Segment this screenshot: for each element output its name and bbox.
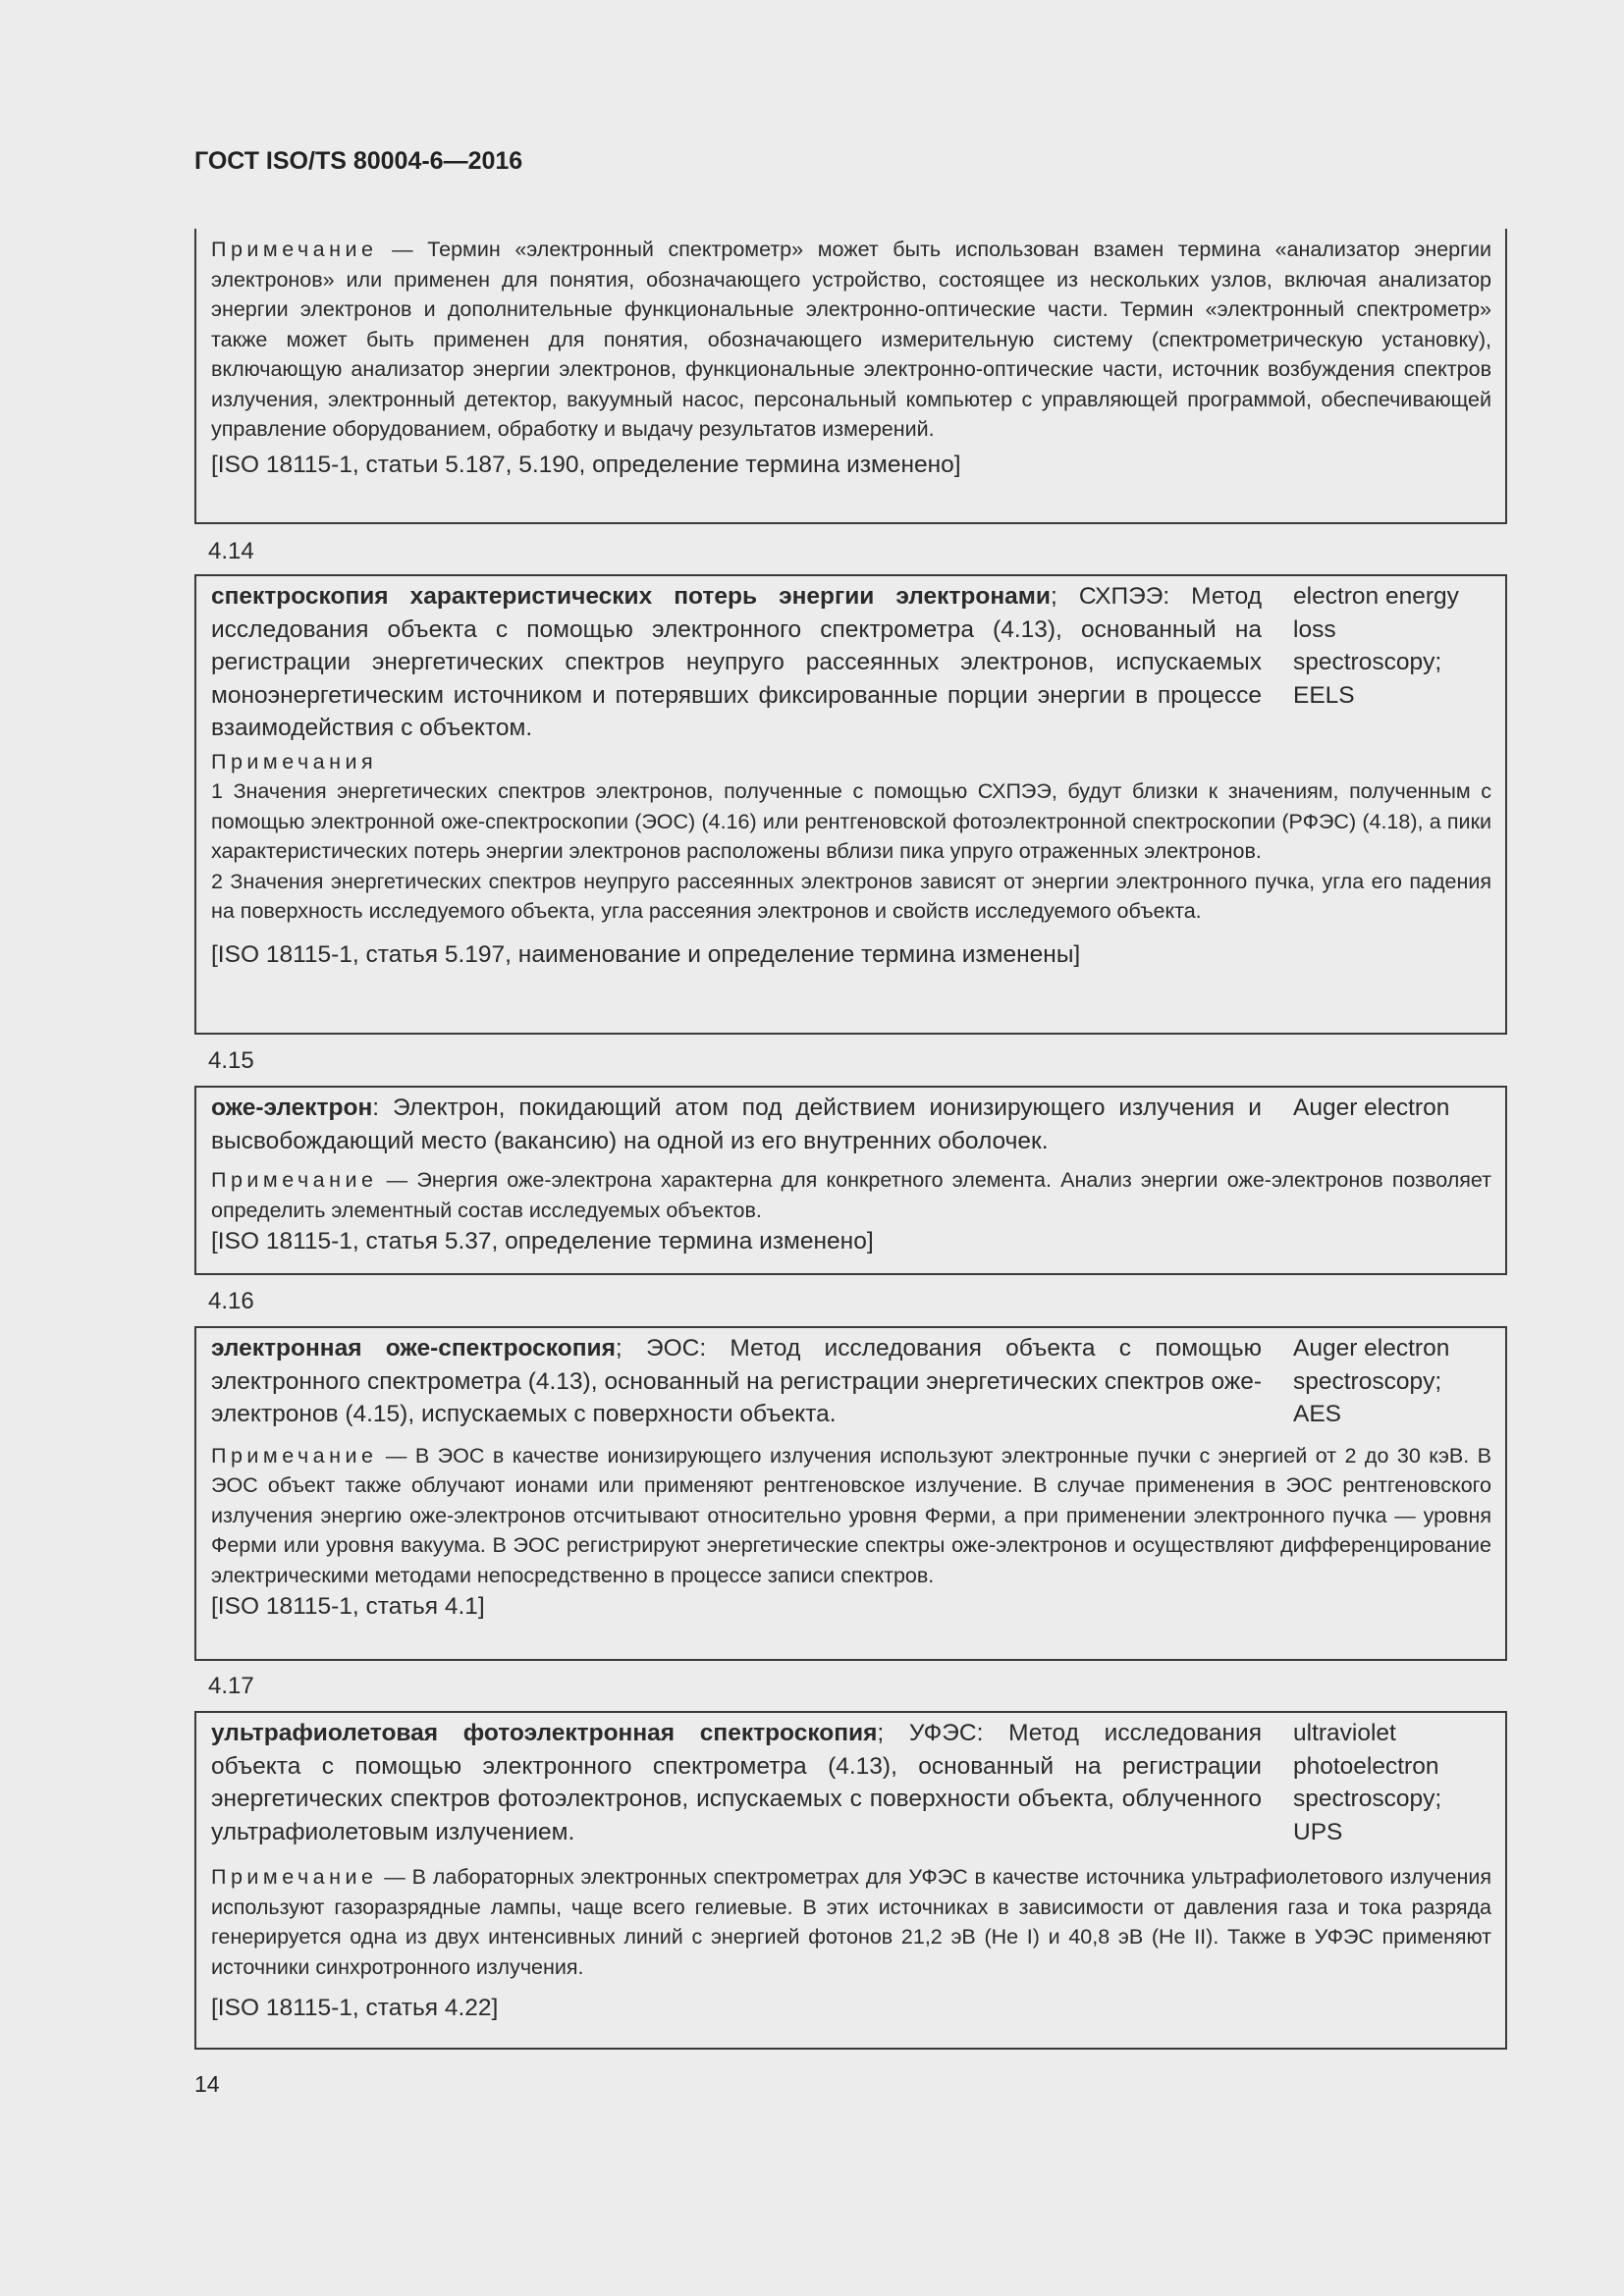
source-reference: [ISO 18115-1, статьи 5.187, 5.190, определение термина изменено] xyxy=(211,451,961,478)
note-lead: Примечание xyxy=(211,1443,378,1468)
term-name: оже-электрон xyxy=(211,1095,373,1121)
note-item: 2 Значения энергетических спектров неупруго рассеянных электронов зависят от энергии электронного пучка, угла его падения на поверхность исследуемого объекта, угла рассеяния электронов и свойств исследуемого объекта. xyxy=(211,869,1491,923)
continued-note-box xyxy=(194,229,1507,524)
source-reference: [ISO 18115-1, статья 4.22] xyxy=(211,1995,499,2021)
note-lead: Примечание xyxy=(211,1865,378,1889)
notes-heading: Примечания xyxy=(211,749,378,774)
english-equivalent: Auger electron spectroscopy; AES xyxy=(1293,1335,1450,1427)
term-entry-box xyxy=(194,1326,1507,1661)
term-definition xyxy=(211,580,1262,745)
entry-note xyxy=(211,1441,1491,1591)
source-reference: [ISO 18115-1, статья 5.37, определение термина изменено] xyxy=(211,1228,874,1255)
note-text: — В лабораторных электронных спектрометрах для УФЭС в качестве источника ультрафиолетового излучения используют газоразрядные лампы, чаще всего гелиевые. В этих источниках в зависимости от давления газа и тока разряда генерируется одна из двух интенсивных линий с энергией фотонов 21,2 эВ (He I) и 40,8 эВ (He II). Также в УФЭС применяют источники синхротронного излучения. xyxy=(211,1865,1491,1979)
continued-note xyxy=(211,235,1491,445)
definition-text: ; УФЭС: Метод исследования объекта с помощью электронного спектрометра (4.13), основанный на регистрации энергетических спектров фотоэлектронов, испускаемых с поверхности объекта, облученного ультрафиолетовым излучением. xyxy=(211,1720,1262,1845)
entry-number: 4.17 xyxy=(208,1673,254,1699)
note-text: — Термин «электронный спектрометр» может быть использован взамен термина «анализатор энергии электронов» или применен для понятия, обозначающего устройство, состоящее из нескольких узлов, включая анализатор энергии электронов и дополнительные функциональные электронно-оптические части. Термин «электронный спектрометр» также может быть применен для понятия, обозначающего измерительную систему (спектрометрическую установку), включающую анализатор энергии электронов, функциональные электронно-оптические части, источник возбуждения спектров излучения, электронный детектор, вакуумный насос, персональный компьютер с управляющей программой, обеспечивающей управление оборудованием, обработку и выдачу результатов измерений. xyxy=(211,238,1491,441)
term-entry-box xyxy=(194,1086,1507,1275)
term-definition xyxy=(211,1092,1262,1157)
english-equivalent: Auger electron xyxy=(1293,1095,1450,1121)
term-name: электронная оже-спектроскопия xyxy=(211,1335,616,1362)
definition-text: ; ЭОС: Метод исследования объекта с помощью электронного спектрометра (4.13), основанный на регистрации энергетических спектров оже-электронов (4.15), испускаемых с поверхности объекта. xyxy=(211,1335,1262,1427)
document-header: ГОСТ ISO/TS 80004-6—2016 xyxy=(194,147,523,175)
definition-text: : Электрон, покидающий атом под действием ионизирующего излучения и высвобождающий место (вакансию) на одной из его внутренних оболочек. xyxy=(211,1095,1262,1154)
note-text: — В ЭОС в качестве ионизирующего излучения используют электронные пучки с энергией от 2 до 30 кэВ. В ЭОС объект также облучают ионами или применяют рентгеновское излучение. В случае применения в ЭОС рентгеновского излучения энергию оже-электронов отсчитывают относительно уровня Ферми, а при применении электронного пучка — уровня Ферми или уровня вакуума. В ЭОС регистрируют энергетические спектры оже-электронов и осуществляют дифференцирование электрическими методами непосредственно в процессе записи спектров. xyxy=(211,1443,1491,1587)
entry-note xyxy=(211,1862,1491,1982)
term-entry-box xyxy=(194,1711,1507,2050)
page-number: 14 xyxy=(194,2071,220,2097)
english-equivalent: ultraviolet photoelectron spectroscopy; UPS xyxy=(1293,1720,1442,1845)
term-name: ультрафиолетовая фотоэлектронная спектроскопия xyxy=(211,1720,878,1746)
note-text: — Энергия оже-электрона характерна для конкретного элемента. Анализ энергии оже-электронов позволяет определить элементный состав исследуемых объектов. xyxy=(211,1168,1491,1222)
entry-number: 4.15 xyxy=(208,1047,254,1074)
note-lead: Примечание xyxy=(211,238,378,261)
source-reference: [ISO 18115-1, статья 4.1] xyxy=(211,1593,485,1620)
term-definition xyxy=(211,1717,1262,1848)
entry-number: 4.16 xyxy=(208,1288,254,1314)
term-name: спектроскопия характеристических потерь энергии электронами xyxy=(211,583,1051,610)
entry-number: 4.14 xyxy=(208,538,254,564)
english-equivalent: electron energy loss spectroscopy; EELS xyxy=(1293,583,1459,709)
definition-text: ; СХПЭЭ: Метод исследования объекта с помощью электронного спектрометра (4.13), основанный на регистрации энергетических спектров неупруго рассеянных электронов, испускаемых моноэнергетическим источником и потерявших фиксированные порции энергии в процессе взаимодействия с объектом. xyxy=(211,583,1263,741)
term-entry-box xyxy=(194,574,1507,1035)
note-lead: Примечание xyxy=(211,1168,378,1192)
term-definition xyxy=(211,1332,1262,1431)
source-reference: [ISO 18115-1, статья 5.197, наименование и определение термина изменены] xyxy=(211,940,1081,968)
entry-note xyxy=(211,1165,1491,1225)
note-item: 1 Значения энергетических спектров электронов, полученные с помощью СХПЭЭ, будут близки к значениям, полученным с помощью электронной оже-спектроскопии (ЭОС) (4.16) или рентгеновской фотоэлектронной спектроскопии (РФЭС) (4.18), а пики характеристических потерь энергии электронов расположены вблизи пика упруго отраженных электронов. xyxy=(211,779,1491,863)
